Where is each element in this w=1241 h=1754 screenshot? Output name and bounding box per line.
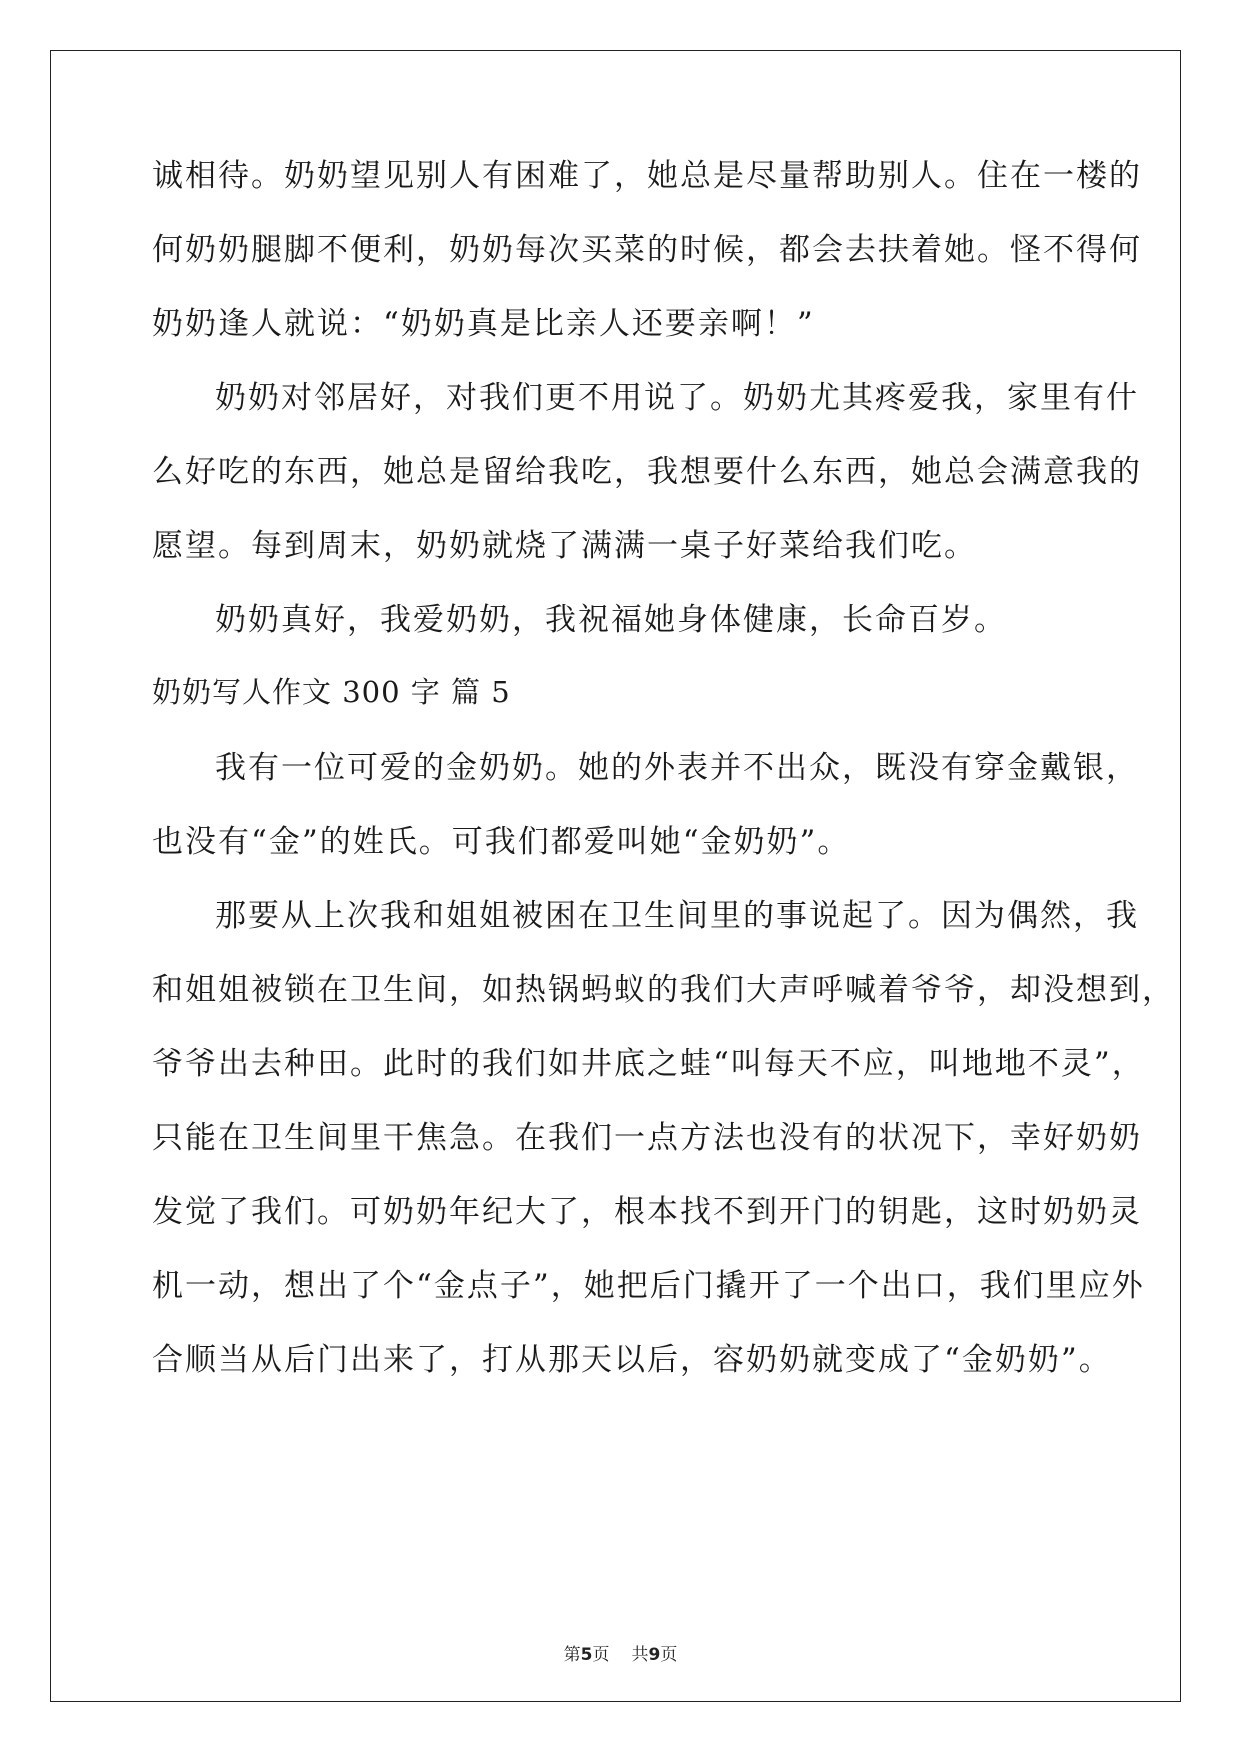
text-line: 爷爷出去种田。此时的我们如井底之蛙“叫每天不应，叫地地不灵”， bbox=[152, 1046, 1145, 1082]
page-prefix: 第 bbox=[563, 1645, 581, 1665]
paragraph-start: 奶奶对邻居好，对我们更不用说了。奶奶尤其疼爱我，家里有什 bbox=[215, 380, 1139, 416]
section-heading: 奶奶写人作文 300 字 篇 5 bbox=[152, 675, 511, 709]
page-suffix: 页 bbox=[592, 1645, 610, 1665]
text-line: 也没有“金”的姓氏。可我们都爱叫她“金奶奶”。 bbox=[152, 824, 851, 860]
current-page-number: 5 bbox=[580, 1645, 593, 1665]
total-page-number: 9 bbox=[648, 1645, 661, 1665]
text-line: 奶奶逢人就说：“奶奶真是比亲人还要亲啊！” bbox=[152, 306, 815, 342]
paragraph-start: 奶奶真好，我爱奶奶，我祝福她身体健康，长命百岁。 bbox=[215, 602, 1007, 638]
paragraph-start: 那要从上次我和姐姐被困在卫生间里的事说起了。因为偶然，我 bbox=[215, 898, 1139, 934]
text-line: 么好吃的东西，她总是留给我吃，我想要什么东西，她总会满意我的 bbox=[152, 454, 1142, 490]
text-line: 和姐姐被锁在卫生间，如热锅蚂蚁的我们大声呼喊着爷爷，却没想到， bbox=[152, 972, 1175, 1008]
text-line: 愿望。每到周末，奶奶就烧了满满一桌子好菜给我们吃。 bbox=[152, 528, 977, 564]
text-line: 何奶奶腿脚不便利，奶奶每次买菜的时候，都会去扶着她。怪不得何 bbox=[152, 232, 1142, 268]
paragraph-start: 我有一位可爱的金奶奶。她的外表并不出众，既没有穿金戴银， bbox=[215, 750, 1139, 786]
text-line: 发觉了我们。可奶奶年纪大了，根本找不到开门的钥匙，这时奶奶灵 bbox=[152, 1194, 1142, 1230]
total-prefix: 共 bbox=[631, 1645, 649, 1665]
page-footer bbox=[0, 1640, 1241, 1665]
text-line: 机一动，想出了个“金点子”，她把后门撬开了一个出口，我们里应外 bbox=[152, 1268, 1145, 1304]
text-line: 只能在卫生间里干焦急。在我们一点方法也没有的状况下，幸好奶奶 bbox=[152, 1120, 1142, 1156]
text-line: 合顺当从后门出来了，打从那天以后，容奶奶就变成了“金奶奶”。 bbox=[152, 1342, 1112, 1378]
page-border bbox=[50, 50, 1181, 1702]
text-line: 诚相待。奶奶望见别人有困难了，她总是尽量帮助别人。住在一楼的 bbox=[152, 158, 1142, 194]
total-suffix: 页 bbox=[660, 1645, 678, 1665]
